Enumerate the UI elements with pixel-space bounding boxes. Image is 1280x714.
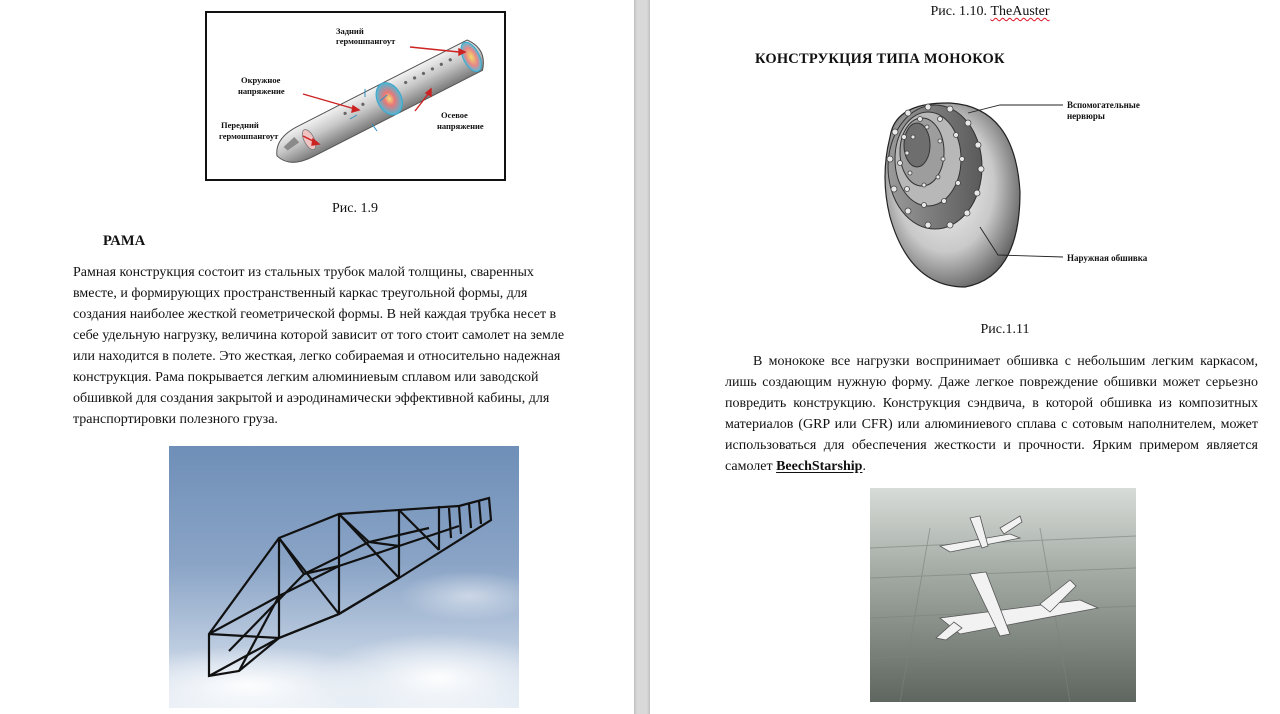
- label-outer-skin: Наружная обшивка: [1067, 253, 1148, 263]
- body-line-2: вместе, и формирующих пространственный каркас треугольной формы, для: [73, 286, 528, 301]
- monocoque-diagram: [880, 97, 1150, 297]
- label-rear-bulkhead-1: Задний: [336, 26, 364, 36]
- beech-starship-image: [870, 488, 1136, 702]
- fuselage-diagram: [205, 11, 506, 181]
- label-auxiliary-frames-2: нервюры: [1067, 111, 1105, 121]
- page-gutter: [634, 0, 650, 714]
- right-page: [650, 0, 1280, 714]
- body-line-7: обшивкой для создания закрытой и аэродинамически эффективной кабины, для: [73, 391, 550, 406]
- section-heading-frame: РАМА: [103, 233, 146, 249]
- label-front-bulkhead-1: Передний: [221, 120, 259, 130]
- label-front-bulkhead-2: гермошпангоут: [219, 131, 279, 141]
- figure-1-10-frame-photo: [169, 446, 519, 708]
- label-axial-stress-1: Осевое: [441, 110, 468, 120]
- label-hoop-stress-1: Окружное: [241, 75, 281, 85]
- body-line-5: или находится в полете. Это жесткая, легко собираемая и относительно надежная: [73, 349, 561, 364]
- frame-body-text: [73, 262, 618, 430]
- figure-1-11-caption: Рис.1.11: [980, 322, 1030, 337]
- body-line-1: Рамная конструкция состоит из стальных трубок малой толщины, сваренных: [73, 265, 534, 280]
- label-hoop-stress-2: напряжение: [238, 86, 285, 96]
- monocoque-paragraph-end: .: [862, 459, 866, 474]
- monocoque-paragraph: [725, 351, 1258, 477]
- figure-1-10-caption-prefix: Рис. 1.10.: [930, 4, 991, 19]
- left-page: [0, 0, 634, 714]
- body-line-6: конструкция. Рама покрывается легким алюминиевым сплавом или заводской: [73, 370, 539, 385]
- body-line-8: транспортировки полезного груза.: [73, 412, 278, 427]
- section-heading-monocoque: КОНСТРУКЦИЯ ТИПА МОНОКОК: [755, 51, 1005, 67]
- figure-1-10-caption-name: TheAuster: [990, 4, 1050, 19]
- figure-1-9-caption: Рис. 1.9: [332, 201, 378, 216]
- beech-starship-link[interactable]: BeechStarship: [776, 459, 863, 474]
- figure-1-11-monocoque: [880, 97, 1150, 297]
- label-rear-bulkhead-2: гермошпангоут: [336, 36, 396, 46]
- label-axial-stress-2: напряжение: [437, 121, 484, 131]
- figure-1-10-caption: [880, 4, 1100, 20]
- body-line-4: себе удельную нагрузку, величина которой зависит от того стоит самолет на земле: [73, 328, 565, 343]
- body-line-3: создания наиболее жесткой геометрической формы. В ней каждая трубка несет в: [73, 307, 557, 322]
- label-auxiliary-frames-1: Вспомогательные: [1067, 100, 1140, 110]
- truss-frame-image: [169, 446, 519, 708]
- figure-1-9-pressurized-fuselage: [205, 11, 506, 181]
- monocoque-paragraph-text: В монококе все нагрузки воспринимает обшивка с небольшим легким каркасом, лишь создающим нужную форму. Даже легкое повреждение обшивки может серьезно повредить конструкцию. Конструкция сэндвича, в которой обшивка из композитных материалов (GRP или CFR) или алюминиевого сплава с сотовым наполнителем, может использоваться для обеспечения жесткости и прочности. Ярким примером является самолет: [725, 354, 1258, 474]
- figure-beech-starship-photo: [870, 488, 1136, 702]
